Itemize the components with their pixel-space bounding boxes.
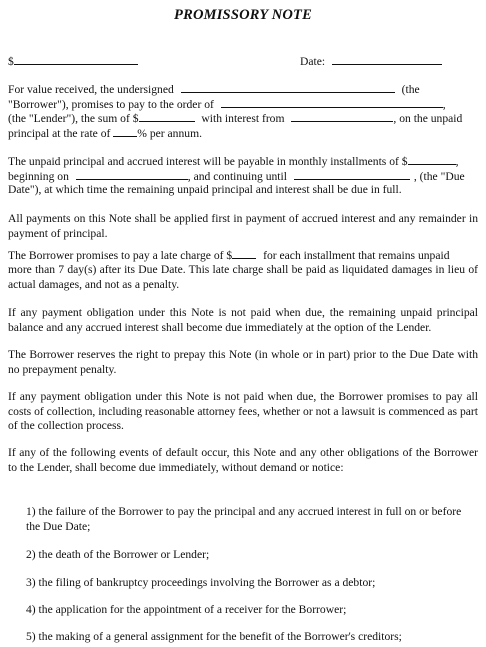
p1-text: For value received, the undersigned [8,83,174,96]
p3-payments-applied: All payments on this Note shall be applied first in payment of accrued interest and any remainder in payment of principal. [8,212,478,240]
default-event-item-2: 2) the death of the Borrower or Lender; [26,548,210,561]
p4-late-charge-terms: more than 7 day(s) after its Due Date. This late charge shall be paid as liquidated damages in lieu of actual damages, and not as a penalty. [8,263,478,291]
p1-text: % per annum. [137,127,202,140]
p1-text: principal at the rate of [8,127,111,140]
principal-sum-blank[interactable] [139,111,195,122]
p2-line-1 [8,154,458,170]
default-event-item-1: 1) the failure of the Borrower to pay the principal and any accrued interest in full on or before the Due Date; [26,505,462,533]
amount-blank[interactable] [14,54,138,65]
interest-start-blank[interactable] [291,111,393,122]
p1-line-3 [8,111,462,127]
p2-text: , and continuing until [187,170,287,183]
borrower-name-blank[interactable] [181,82,395,93]
amount-line [8,54,138,70]
p1-text: , [442,98,446,111]
due-date-blank[interactable] [294,169,410,180]
p1-text: (the [401,83,420,96]
start-date-blank[interactable] [76,169,188,180]
dollar-sign: $ [8,55,14,68]
p7-collection-costs: If any payment obligation under this Note is not paid when due, the Borrower promises to pay all costs of collection, including reasonable attorney fees, whether or not a lawsuit is commenced as part of the collection process. [8,390,478,433]
p6-prepayment: The Borrower reserves the right to prepay this Note (in whole or in part) prior to the Due Date with no prepayment penalty. [8,348,478,376]
date-line [300,54,442,70]
p4-line-1 [8,248,450,264]
late-charge-blank[interactable] [232,248,256,259]
p8-events-of-default: If any of the following events of default occur, this Note and any other obligations of the Borrower to the Lender, shall become due immediately, without demand or notice: [8,446,478,474]
p2-line-3: Date"), at which time the remaining unpaid principal and interest shall be due in full. [8,183,402,196]
p1-line-4 [8,126,202,142]
p2-text: , [455,155,459,168]
p1-line-1 [8,82,420,98]
p2-text: The unpaid principal and accrued interest will be payable in monthly installments of $ [8,155,408,168]
p1-text: "Borrower"), promises to pay to the order of [8,98,214,111]
p1-text: (the "Lender"), the sum of $ [8,112,139,125]
p2-text: , (the "Due [413,170,465,183]
installment-amount-blank[interactable] [408,154,456,165]
p1-text: , on the unpaid [393,112,463,125]
default-event-item-5: 5) the making of a general assignment for the benefit of the Borrower's creditors; [26,630,402,643]
p4-text: The Borrower promises to pay a late charge of $ [8,249,233,262]
p1-text: with interest from [201,112,285,125]
p5-acceleration: If any payment obligation under this Note is not paid when due, the remaining unpaid principal balance and any accrued interest shall become due immediately at the option of the Lender. [8,306,478,334]
date-label: Date: [300,55,326,68]
p2-text: beginning on [8,170,69,183]
default-event-item-3: 3) the filing of bankruptcy proceedings involving the Borrower as a debtor; [26,576,376,589]
document-title: PROMISSORY NOTE [174,7,312,23]
interest-rate-blank[interactable] [113,126,137,137]
lender-name-blank[interactable] [221,97,443,108]
date-blank[interactable] [332,54,442,65]
p4-text: for each installment that remains unpaid [263,249,450,262]
default-event-item-4: 4) the application for the appointment of a receiver for the Borrower; [26,603,347,616]
